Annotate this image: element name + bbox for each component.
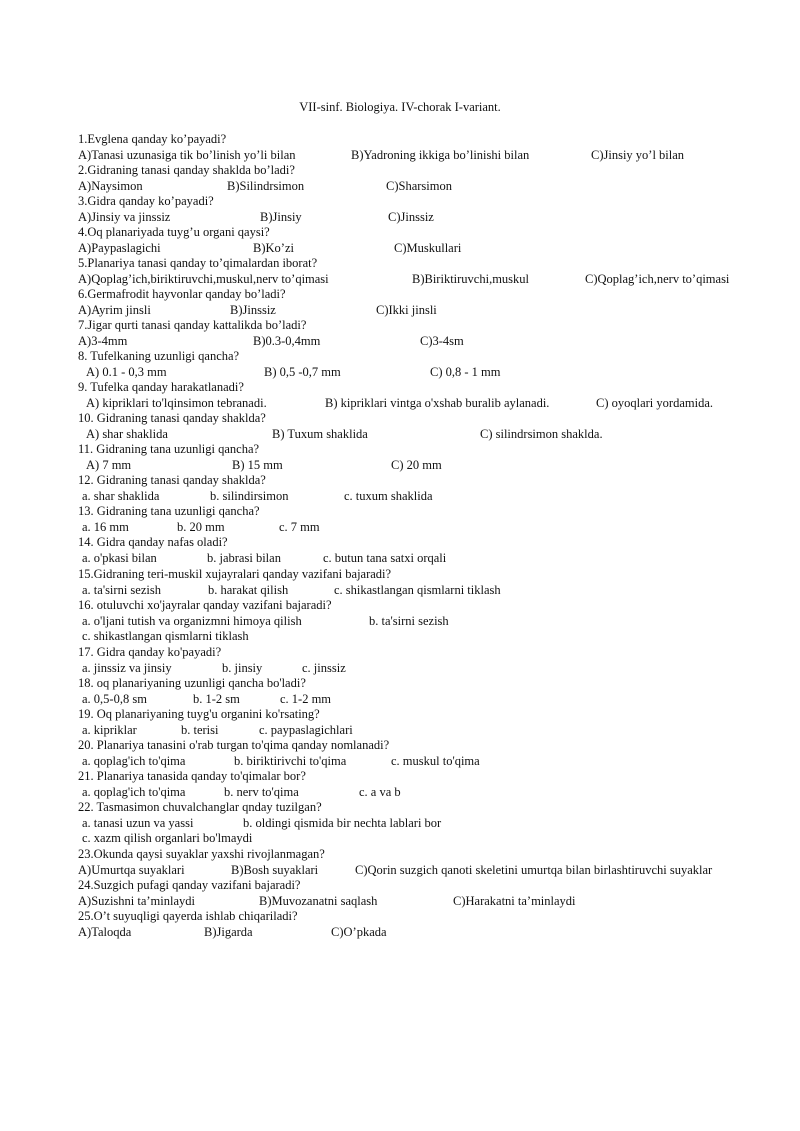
option-21-c: c. a va b	[359, 785, 401, 799]
option-4-c: C)Muskullari	[394, 241, 462, 255]
option-22-a: a. tanasi uzun va yassi	[82, 816, 194, 830]
option-10-c: C) silindrsimon shaklda.	[480, 427, 603, 441]
option-4-a: A)Paypaslagichi	[78, 241, 161, 255]
option-18-a: a. 0,5-0,8 sm	[82, 692, 147, 706]
option-8-a: A) 0.1 - 0,3 mm	[86, 365, 167, 379]
option-15-b: b. harakat qilish	[208, 583, 289, 597]
option-17-c: c. jinssiz	[302, 661, 346, 675]
option-5-c: C)Qoplag’ich,nerv to’qimasi	[585, 272, 730, 286]
option-23-c: C)Qorin suzgich qanoti skeletini umurtqa bilan birlashtiruvchi suyaklar	[355, 863, 713, 877]
option-17-b: b. jinsiy	[222, 661, 263, 675]
question-14: 14. Gidra qanday nafas oladi?	[78, 535, 228, 549]
question-19: 19. Oq planariyaning tuyg'u organini ko'rsating?	[78, 707, 320, 721]
option-22-c: c. xazm qilish organlari bo'lmaydi	[82, 831, 253, 845]
option-3-b: B)Jinsiy	[260, 210, 302, 224]
option-3-c: C)Jinssiz	[388, 210, 434, 224]
question-25: 25.O’t suyuqligi qayerda ishlab chiqariladi?	[78, 909, 298, 923]
option-15-a: a. ta'sirni sezish	[82, 583, 161, 597]
option-21-b: b. nerv to'qima	[224, 785, 299, 799]
question-22: 22. Tasmasimon chuvalchanglar qnday tuzilgan?	[78, 800, 322, 814]
question-16: 16. otuluvchi xo'jayralar qanday vazifani bajaradi?	[78, 598, 332, 612]
option-5-b: B)Biriktiruvchi,muskul	[412, 272, 530, 286]
option-9-a: A) kipriklari to'lqinsimon tebranadi.	[86, 396, 267, 410]
option-25-b: B)Jigarda	[204, 925, 253, 939]
option-4-b: B)Ko’zi	[253, 241, 294, 255]
question-11: 11. Gidraning tana uzunligi qancha?	[78, 442, 260, 456]
option-7-a: A)3-4mm	[78, 334, 128, 348]
option-1-a: A)Tanasi uzunasiga tik bo’linish yo’li bilan	[78, 148, 296, 162]
option-14-c: c. butun tana satxi orqali	[323, 551, 447, 565]
option-2-a: A)Naysimon	[78, 179, 143, 193]
page-title: VII-sinf. Biologiya. IV-chorak I-variant.	[299, 100, 501, 114]
question-15: 15.Gidraning teri-muskil xujayralari qanday vazifani bajaradi?	[78, 567, 392, 581]
option-15-c: c. shikastlangan qismlarni tiklash	[334, 583, 501, 597]
option-18-b: b. 1-2 sm	[193, 692, 240, 706]
option-16-a: a. o'ljani tutish va organizmni himoya qilish	[82, 614, 302, 628]
question-8: 8. Tufelkaning uzunligi qancha?	[78, 349, 240, 363]
question-23: 23.Okunda qaysi suyaklar yaxshi rivojlanmagan?	[78, 847, 325, 861]
option-20-a: a. qoplag'ich to'qima	[82, 754, 186, 768]
option-21-a: a. qoplag'ich to'qima	[82, 785, 186, 799]
option-12-a: a. shar shaklida	[82, 489, 160, 503]
question-2: 2.Gidraning tanasi qanday shaklda bo’ladi?	[78, 163, 295, 177]
option-14-b: b. jabrasi bilan	[207, 551, 281, 565]
option-23-b: B)Bosh suyaklari	[231, 863, 319, 877]
option-11-b: B) 15 mm	[232, 458, 283, 472]
option-20-b: b. biriktirivchi to'qima	[234, 754, 347, 768]
question-13: 13. Gidraning tana uzunligi qancha?	[78, 504, 260, 518]
question-24: 24.Suzgich pufagi qanday vazifani bajaradi?	[78, 878, 301, 892]
option-24-b: B)Muvozanatni saqlash	[259, 894, 378, 908]
question-20: 20. Planariya tanasini o'rab turgan to'qima qanday nomlanadi?	[78, 738, 390, 752]
option-13-a: a. 16 mm	[82, 520, 129, 534]
option-7-b: B)0.3-0,4mm	[253, 334, 321, 348]
option-12-c: c. tuxum shaklida	[344, 489, 433, 503]
option-7-c: C)3-4sm	[420, 334, 464, 348]
option-19-c: c. paypaslagichlari	[259, 723, 353, 737]
option-20-c: c. muskul to'qima	[391, 754, 480, 768]
option-1-c: C)Jinsiy yo’l bilan	[591, 148, 685, 162]
option-11-c: C) 20 mm	[391, 458, 442, 472]
option-9-b: B) kipriklari vintga o'xshab buralib aylanadi.	[325, 396, 550, 410]
option-6-c: C)Ikki jinsli	[376, 303, 437, 317]
option-1-b: B)Yadroning ikkiga bo’linishi bilan	[351, 148, 530, 162]
option-8-c: C) 0,8 - 1 mm	[430, 365, 501, 379]
question-3: 3.Gidra qanday ko’payadi?	[78, 194, 214, 208]
option-14-a: a. o'pkasi bilan	[82, 551, 157, 565]
option-24-c: C)Harakatni ta’minlaydi	[453, 894, 576, 908]
option-19-b: b. terisi	[181, 723, 219, 737]
option-25-c: C)O’pkada	[331, 925, 387, 939]
option-11-a: A) 7 mm	[86, 458, 132, 472]
option-23-a: A)Umurtqa suyaklari	[78, 863, 185, 877]
option-22-b: b. oldingi qismida bir nechta lablari bor	[243, 816, 442, 830]
question-21: 21. Planariya tanasida qanday to'qimalar bor?	[78, 769, 306, 783]
question-12: 12. Gidraning tanasi qanday shaklda?	[78, 473, 266, 487]
option-13-c: c. 7 mm	[279, 520, 320, 534]
option-8-b: B) 0,5 -0,7 mm	[264, 365, 341, 379]
question-4: 4.Oq planariyada tuyg’u organi qaysi?	[78, 225, 270, 239]
option-2-c: C)Sharsimon	[386, 179, 452, 193]
question-1: 1.Evglena qanday ko’payadi?	[78, 132, 227, 146]
question-18: 18. oq planariyaning uzunligi qancha bo'ladi?	[78, 676, 306, 690]
option-16-c: c. shikastlangan qismlarni tiklash	[82, 629, 249, 643]
option-5-a: A)Qoplag’ich,biriktiruvchi,muskul,nerv to’qimasi	[78, 272, 329, 286]
option-9-c: C) oyoqlari yordamida.	[596, 396, 713, 410]
option-2-b: B)Silindrsimon	[227, 179, 305, 193]
question-9: 9. Tufelka qanday harakatlanadi?	[78, 380, 244, 394]
option-12-b: b. silindirsimon	[210, 489, 289, 503]
option-3-a: A)Jinsiy va jinssiz	[78, 210, 171, 224]
option-17-a: a. jinssiz va jinsiy	[82, 661, 172, 675]
question-6: 6.Germafrodit hayvonlar qanday bo’ladi?	[78, 287, 286, 301]
option-16-b: b. ta'sirni sezish	[369, 614, 449, 628]
question-5: 5.Planariya tanasi qanday to’qimalardan iborat?	[78, 256, 318, 270]
option-13-b: b. 20 mm	[177, 520, 225, 534]
option-25-a: A)Taloqda	[78, 925, 132, 939]
option-18-c: c. 1-2 mm	[280, 692, 332, 706]
question-10: 10. Gidraning tanasi qanday shaklda?	[78, 411, 266, 425]
option-6-b: B)Jinssiz	[230, 303, 276, 317]
option-19-a: a. kipriklar	[82, 723, 137, 737]
option-6-a: A)Ayrim jinsli	[78, 303, 151, 317]
option-24-a: A)Suzishni ta’minlaydi	[78, 894, 195, 908]
question-17: 17. Gidra qanday ko'payadi?	[78, 645, 222, 659]
option-10-a: A) shar shaklida	[86, 427, 168, 441]
question-7: 7.Jigar qurti tanasi qanday kattalikda bo’ladi?	[78, 318, 307, 332]
option-10-b: B) Tuxum shaklida	[272, 427, 368, 441]
